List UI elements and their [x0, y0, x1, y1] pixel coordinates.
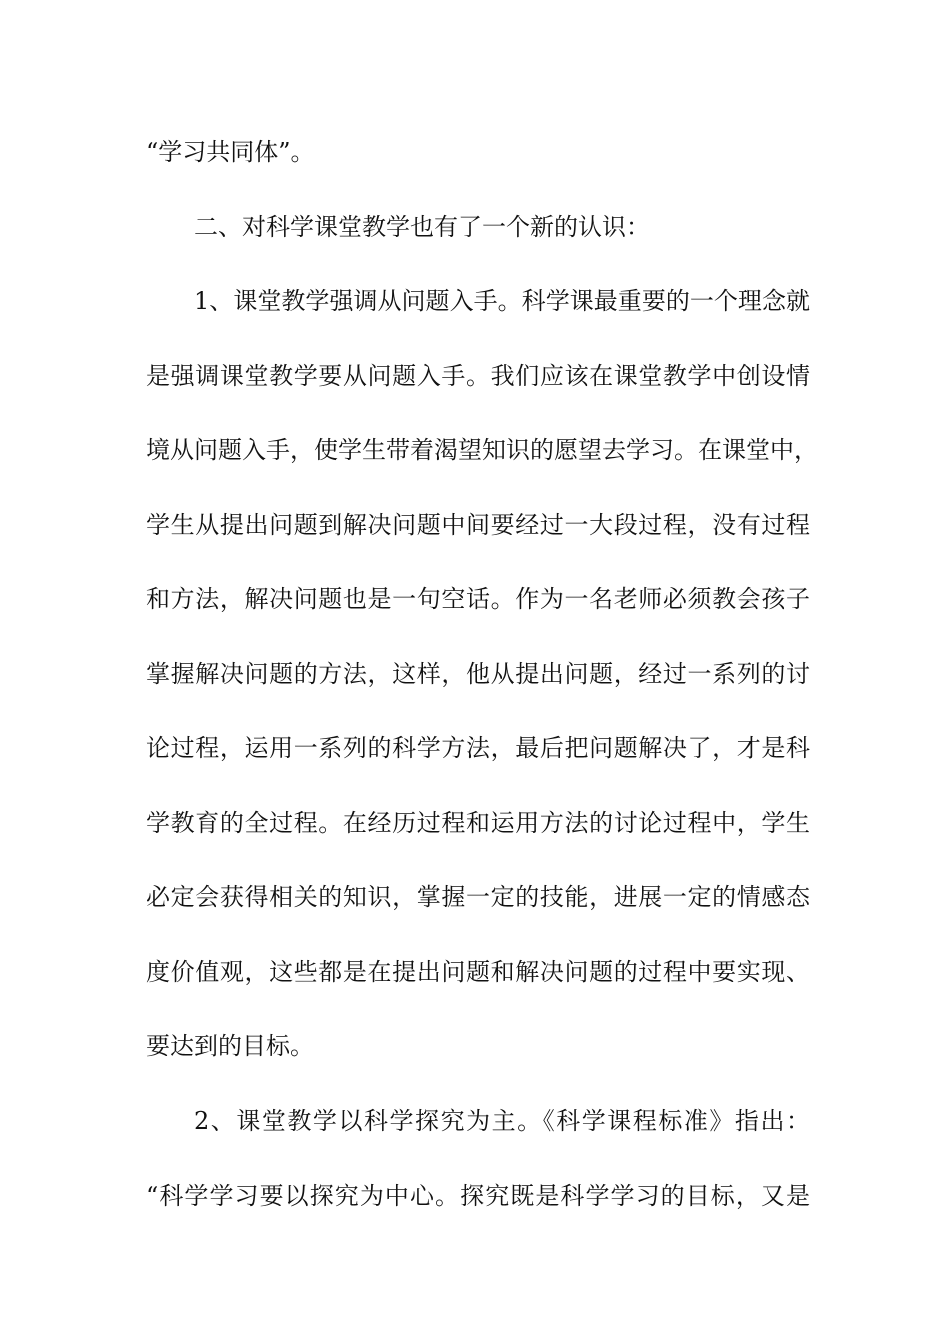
paragraph-start: 2、课堂教学以科学探究为主。《科学课程标准》指出：: [194, 1107, 810, 1135]
text-line: “科学学习要以探究为中心。探究既是科学学习的目标，又是: [146, 1182, 810, 1210]
text-line: “学习共同体”。: [146, 138, 315, 166]
text-line: 论过程，运用一系列的科学方法，最后把问题解决了，才是科: [146, 734, 810, 762]
text-line: 和方法，解决问题也是一句空话。作为一名老师必须教会孩子: [146, 585, 810, 613]
text-line: 学生从提出问题到解决问题中间要经过一大段过程，没有过程: [146, 511, 810, 539]
text-line: 度价值观，这些都是在提出问题和解决问题的过程中要实现、: [146, 958, 810, 986]
text-line: 境从问题入手，使学生带着渴望知识的愿望去学习。在课堂中，: [146, 436, 818, 464]
section-heading: 二、对科学课堂教学也有了一个新的认识：: [194, 213, 650, 241]
text-line: 是强调课堂教学要从问题入手。我们应该在课堂教学中创设情: [146, 362, 810, 390]
text-line: 掌握解决问题的方法，这样，他从提出问题，经过一系列的讨: [146, 660, 810, 688]
text-line: 必定会获得相关的知识，掌握一定的技能，进展一定的情感态: [146, 883, 810, 911]
text-line: 学教育的全过程。在经历过程和运用方法的讨论过程中，学生: [146, 809, 810, 837]
paragraph-start: 1、课堂教学强调从问题入手。科学课最重要的一个理念就: [194, 287, 810, 315]
text-line: 要达到的目标。: [146, 1032, 314, 1060]
